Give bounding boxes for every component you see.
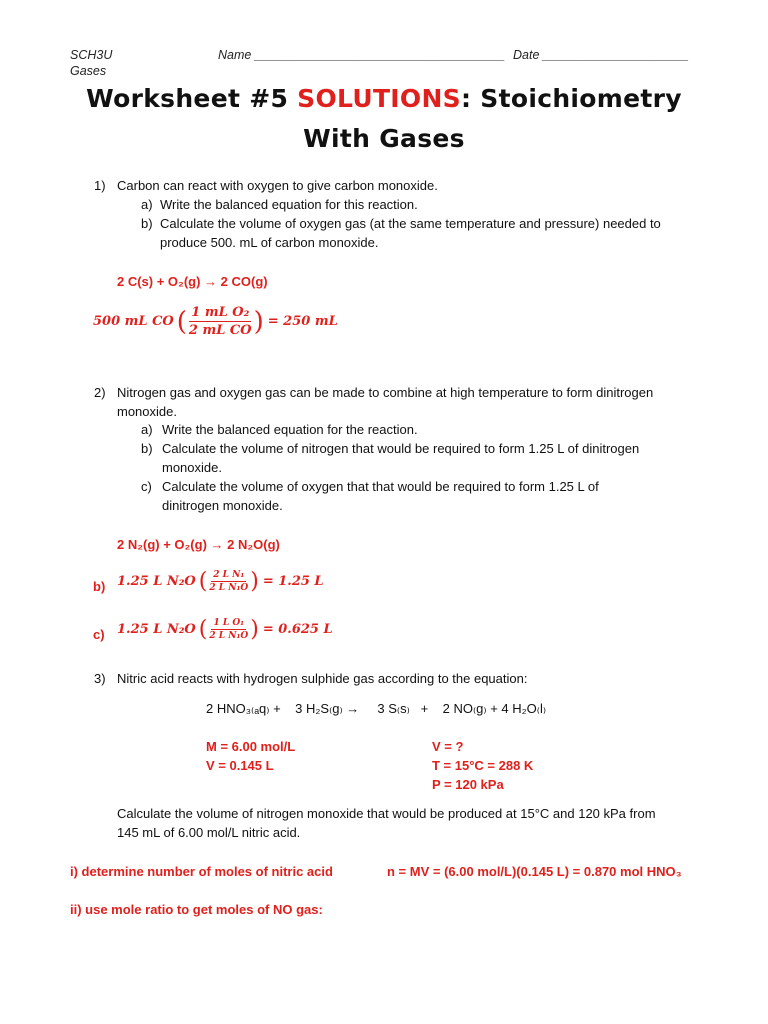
q3-volume-acid: V = 0.145 L [206,758,274,773]
q2-b-answer-label: b) [93,579,106,594]
q2-b-fraction-numerator: 2 L N₁ [213,570,245,580]
q2-c-calculation: 1.25 L N₂O ( $\frac{\text{1 L O₁}}{\text{2 L N₁O}}$ ) = 0.625 L [117,617,333,642]
q1-b-text: Calculate the volume of oxygen gas (at the same temperature and pressure) needed to [160,216,661,231]
q3-molarity: M = 6.00 mol/L [206,739,296,754]
q2-c-fraction-denominator: 2 L N₁O [209,631,249,641]
q1-b-label: b) [141,216,153,231]
course-code: SCH3U [70,48,113,62]
q1-a-label: a) [141,197,153,212]
q3-step-1: i) determine number of moles of nitric acid [70,864,333,879]
q3-pressure: P = 120 kPa [432,777,504,792]
name-field[interactable]: Name ____________________________________ [218,48,506,62]
q3-calc-text-2: 145 mL of 6.00 mol/L nitric acid. [117,825,301,840]
q2-text-2: monoxide. [117,404,177,419]
q2-b-fraction-denominator: 2 L N₁O [209,583,249,593]
q3-temperature: T = 15°C = 288 K [432,758,534,773]
q1-fraction-denominator: 2 mL CO [188,323,252,338]
q3-volume-unknown: V = ? [432,739,464,754]
q2-a-text: Write the balanced equation for the reaction. [162,422,418,437]
q2-c-text-2: dinitrogen monoxide. [162,498,283,513]
q2-b-label: b) [141,441,153,456]
q2-b-text-2: monoxide. [162,460,222,475]
q3-calc-text: Calculate the volume of nitrogen monoxide that would be produced at 15°C and 120 kPa from [117,806,656,821]
q1-fraction-numerator: 1 mL O₂ [191,305,250,320]
q3-equation: 2 HNO₃₍ₐq₎ + 3 H₂S₍g₎ → 3 S₍s₎ + 2 NO₍g₎ + 4 H₂O₍l₎ [206,701,547,716]
solutions-word: SOLUTIONS [297,84,461,113]
q1-equation: 2 C(s) + O₂(g) → 2 CO(g) [117,274,268,289]
q2-b-text: Calculate the volume of nitrogen that would be required to form 1.25 L of dinitrogen [162,441,640,456]
q3-text: Nitric acid reacts with hydrogen sulphide gas according to the equation: [117,671,528,686]
q3-number: 3) [94,671,106,686]
q2-c-label: c) [141,479,152,494]
q2-c-text: Calculate the volume of oxygen that that would be required to form 1.25 L of [162,479,599,494]
q1-b-text-2: produce 500. mL of carbon monoxide. [160,235,379,250]
q2-equation: 2 N₂(g) + O₂(g) → 2 N₂O(g) [117,537,280,552]
q2-text: Nitrogen gas and oxygen gas can be made to combine at high temperature to form dinitrogen [117,385,654,400]
q3-step-2: ii) use mole ratio to get moles of NO gas: [70,902,323,917]
q1-number: 1) [94,178,106,193]
q1-text: Carbon can react with oxygen to give carbon monoxide. [117,178,438,193]
q3-step-1-answer: n = MV = (6.00 mol/L)(0.145 L) = 0.870 mol HNO₃ [387,864,682,879]
q1-a-text: Write the balanced equation for this reaction. [160,197,418,212]
q2-a-label: a) [141,422,153,437]
q1-calculation: 500 mL CO ( $\frac{\text{1 mL O₂}}{\text{2 mL CO}}$ ) = 250 mL [93,305,338,338]
q2-c-fraction-numerator: 1 L O₁ [213,618,245,628]
q2-c-answer-label: c) [93,627,105,642]
q2-b-calculation: 1.25 L N₂O ( $\frac{\text{2 L N₁}}{\text{2 L N₁O}}$ ) = 1.25 L [117,569,324,594]
page-title-line2: With Gases [303,124,465,153]
date-field[interactable]: Date _____________________ [513,48,689,62]
page-title: Worksheet #5 SOLUTIONS: Stoichiometry [86,84,682,113]
unit-name: Gases [70,64,107,78]
q2-number: 2) [94,385,106,400]
